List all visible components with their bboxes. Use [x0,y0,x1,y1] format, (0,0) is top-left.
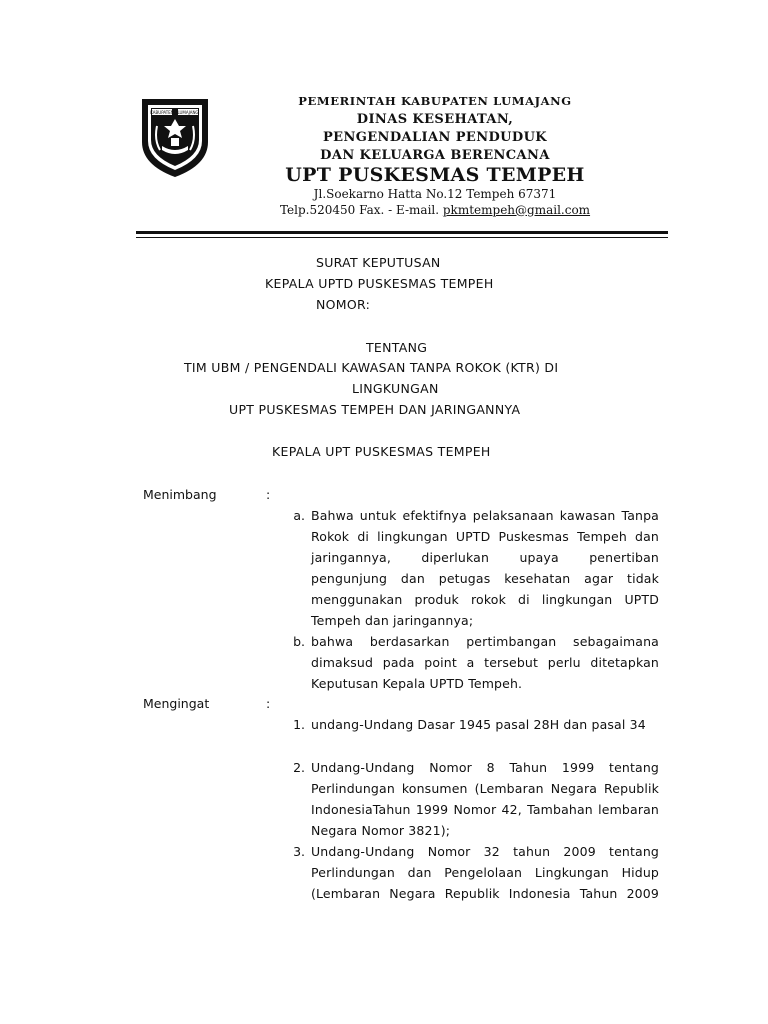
letterhead-department: DINAS KESEHATAN, [356,111,514,127]
letterhead-institution: UPT PUSKESMAS TEMPEH [285,163,585,186]
letterhead [220,96,650,216]
title-regarding: TENTANG [366,340,428,355]
list-marker: b. [293,634,305,649]
title-issuer: KEPALA UPTD PUSKESMAS TEMPEH [265,276,494,291]
letterhead-government: PEMERINTAH KABUPATEN LUMAJANG [298,94,572,108]
menimbang-colon: : [266,487,271,502]
title-subject-1: TIM UBM / PENGENDALI KAWASAN TANPA ROKOK (KTR) DI [184,360,559,375]
list-marker: 3. [293,844,305,859]
letterhead-department-3: DAN KELUARGA BERENCANA [320,147,550,163]
title-signatory: KEPALA UPT PUSKESMAS TEMPEH [272,444,491,459]
title-subject-2: LINGKUNGAN [352,381,439,396]
lumajang-regency-crest-icon [140,96,210,178]
title-number: NOMOR: [316,297,371,312]
logo-text-right: LUMAJANG [177,110,199,115]
logo [140,96,210,178]
menimbang-label: Menimbang [143,487,217,502]
logo-text-left: KABUPATEN [150,110,174,115]
title-decree: SURAT KEPUTUSAN [316,255,441,270]
list-item: Undang-Undang Nomor 8 Tahun 1999 tentang Perlindungan konsumen (Lembaran Negara Republik IndonesiaTahun 1999 Nomor 42, Tambahan lembaran Negara Nomor 3821); [311,760,659,838]
list-marker: 2. [293,760,305,775]
mengingat-label: Mengingat [143,696,210,711]
contact-prefix: Telp.520450 Fax. - E-mail. [279,202,443,217]
list-item: bahwa berdasarkan pertimbangan sebagaimana dimaksud pada point a tersebut perlu ditetapkan Keputusan Kepala UPTD Tempeh. [311,634,659,691]
header-divider-thin [136,237,668,238]
mengingat-colon: : [266,696,271,711]
list-marker: a. [293,508,305,523]
list-item: Undang-Undang Nomor 32 tahun 2009 tentang Perlindungan dan Pengelolaan Lingkungan Hidup (Lembaran Negara Republik Indonesia Tahun 2009 [311,844,659,901]
title-subject-3: UPT PUSKESMAS TEMPEH DAN JARINGANNYA [229,402,521,417]
letterhead-contact [220,204,650,216]
email-link[interactable]: pkmtempeh@gmail.com [442,202,591,217]
list-item: undang-Undang Dasar 1945 pasal 28H dan pasal 34 [311,717,646,732]
letterhead-address: Jl.Soekarno Hatta No.12 Tempeh 67371 [313,186,557,201]
header-divider-thick [136,231,668,234]
list-marker: 1. [293,717,305,732]
letterhead-department-2: PENGENDALIAN PENDUDUK [322,129,548,145]
list-item: Bahwa untuk efektifnya pelaksanaan kawasan Tanpa Rokok di lingkungan UPTD Puskesmas Tempeh dan jaringannya, diperlukan upaya penertiban pengunjung dan petugas kesehatan agar tidak menggunakan produk rokok di lingkungan UPTD Tempeh dan jaringannya; [311,508,659,628]
